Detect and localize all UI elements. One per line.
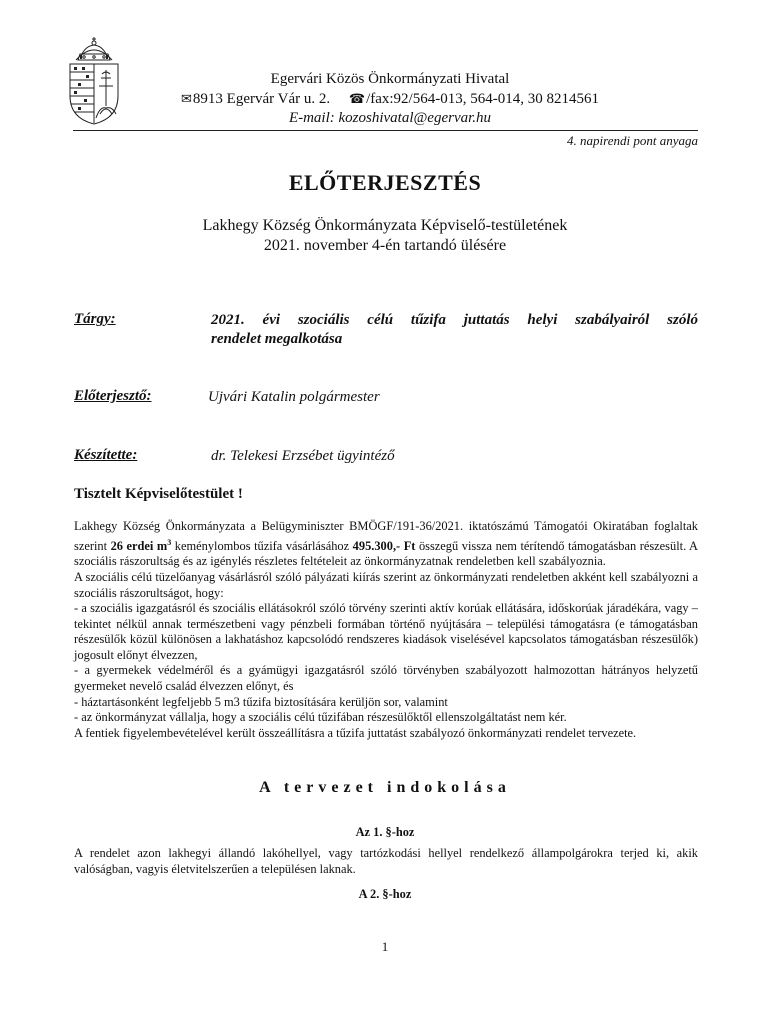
office-name: Egervári Közös Önkormányzati Hivatal	[270, 71, 510, 87]
subject-line-2: rendelet megalkotása	[211, 331, 343, 347]
section-1-heading: Az 1. §-hoz	[355, 825, 415, 839]
body-list-item-3: - háztartásonként legfeljebb 5 m3 tűzifa biztosítására kerüljön sor, valamint	[74, 694, 448, 709]
prepared-by-label: Készítette:	[74, 447, 138, 463]
agenda-note: 4. napirendi pont anyaga	[567, 133, 698, 148]
office-address: 8913 Egervár Vár u. 2.	[192, 91, 331, 107]
office-email: E-mail: kozoshivatal@egervar.hu	[288, 110, 492, 126]
body-text	[74, 519, 698, 741]
body-paragraph-1: Lakhegy Község Önkormányzata a Belügyminiszter BMÖGF/191-36/2021. iktatószámú Támogatói Okiratában foglaltak szerint 26 erdei $m^3$ keménylombos tűzifa vásárlásához 495.300,- Ft összegű vissza nem térítendő támogatásban részesült. A szociális rászorultság és az igénylés részletes feltételeit az önkormányzatnak rendeletben kell szabályoznia.	[74, 519, 698, 569]
body-list-item-2: - a gyermekek védelméről és a gyámügyi igazgatásról szóló törvényben szabályozott halmozottan hátrányos helyzetű gyermeket nevelő család élvezzen előnyt, és	[74, 663, 698, 694]
subtitle-council: Lakhegy Község Önkormányzata Képviselő-testületének	[202, 217, 568, 234]
presenter-value: Ujvári Katalin polgármester	[208, 389, 380, 405]
body-paragraph-3: A fentiek figyelembevételével került összeállításra a tűzifa juttatást szabályozó önkormányzati rendelet tervezete.	[74, 725, 637, 740]
telephone-icon: ☎	[348, 92, 366, 107]
body-list-item-1: - a szociális igazgatásról és szociális ellátásokról szóló törvény szerinti aktív korúak ellátására, időskorúak járadékára, vagy – tekintet nélkül annak természetbeni vagy pénzbeli formában történő nyújtására – települési támogatásra (e támogatásban részesülők közül különösen a lakhatáshoz kapcsolódó rendszeres kiadások viselésével kapcsolatos támogatásban részesülők) jogosult előnyt élvezzen,	[74, 601, 698, 662]
greeting: Tisztelt Képviselőtestület !	[74, 486, 243, 502]
body-paragraph-2: A szociális célú tüzelőanyag vásárlásról szóló pályázati kiírás szerint az önkormányzati rendeletben akként kell szabályozni a szociális rászorultságot, hogy:	[74, 569, 698, 600]
office-contact-line	[110, 90, 670, 109]
section-title: A tervezet indokolása	[259, 779, 511, 796]
body-list-item-4: - az önkormányzat vállalja, hogy a szociális célú tűzifában részesülőktől ellenszolgáltatást nem kér.	[74, 710, 567, 725]
header-divider	[73, 130, 698, 131]
subject-line-1: 2021. évi szociális célú tűzifa juttatás helyi szabályairól szóló	[211, 312, 698, 328]
section-2-heading: A 2. §-hoz	[358, 887, 412, 901]
page-number: 1	[381, 939, 389, 954]
prepared-by-value: dr. Telekesi Erzsébet ügyintéző	[211, 448, 395, 464]
section-1-text: A rendelet azon lakhegyi állandó lakóhellyel, vagy tartózkodási hellyel rendelkező állampolgárokra terjed ki, akik valóságban, vagyis életvitelszerűen a településen laknak.	[74, 846, 698, 876]
subject-label: Tárgy:	[74, 311, 116, 327]
presenter-label: Előterjesztő:	[74, 388, 152, 404]
document-title: ELŐTERJESZTÉS	[288, 170, 482, 195]
envelope-icon: ✉	[181, 92, 192, 107]
subtitle-date: 2021. november 4-én tartandó ülésére	[263, 237, 507, 254]
office-phone: /fax:92/564-013, 564-014, 30 8214561	[366, 91, 599, 107]
